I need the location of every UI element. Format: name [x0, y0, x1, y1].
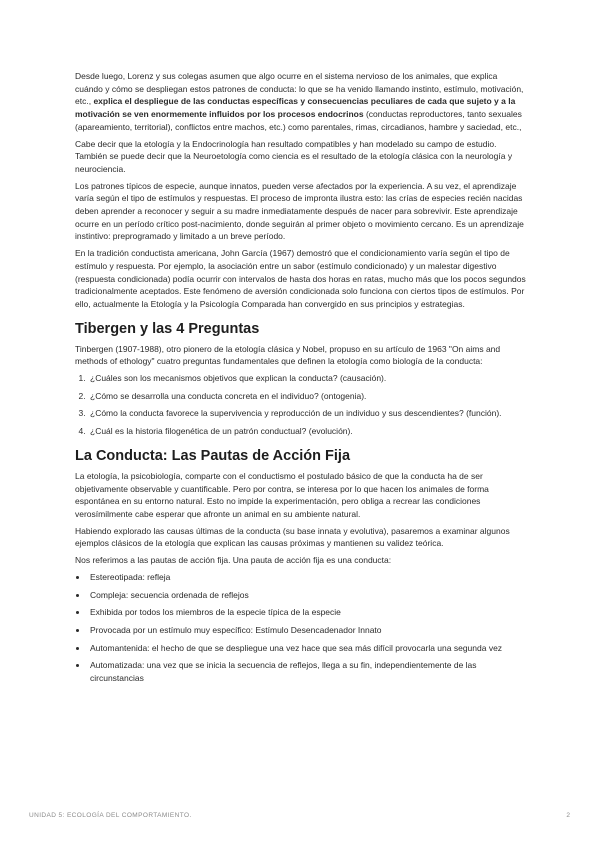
- list-item: • Estereotipada: refleja: [88, 571, 527, 584]
- section-heading: Tibergen y las 4 Preguntas: [75, 320, 260, 337]
- numbered-list: [75, 372, 527, 438]
- document-body: [75, 70, 527, 690]
- paragraph: La etología, la psicobiología, comparte con el conductismo el postulado básico de que la conducta ha de ser objetivamente observable y cuantificable. Pero por contra, se interesa por lo que hacen los animales de forma espontánea en su entorno natural. Esto no impide la experimentación, pero obliga a recrear las condiciones verosímilmente cabe esperar que afronte un animal en su ambiente natural.: [75, 470, 489, 519]
- paragraph: Tinbergen (1907-1988), otro pionero de la etología clásica y Nobel, propuso en su artículo de 1963 "On aims and methods of ethology" cuatro preguntas fundamentales que definen la etología como biología de la conducta:: [75, 343, 501, 367]
- paragraph: Nos referimos a las pautas de acción fija. Una pauta de acción fija es una conducta:: [75, 555, 392, 566]
- page-number: 2: [566, 812, 570, 819]
- list-item: • Provocada por un estímulo muy específico: Estímulo Desencadenador Innato: [88, 624, 527, 637]
- list-item: • Automantenida: el hecho de que se despliegue una vez hace que sea más difícil provocarla una segunda vez: [88, 642, 527, 655]
- paragraph: En la tradición conductista americana, John García (1967) demostró que el condicionamiento varía según el tipo de estímulo y respuesta. Por ejemplo, la asociación entre un sabor (estímulo condicionado) y un malestar digestivo (respuesta condicionada) podía ocurrir con intervalos de hasta dos horas en ratas, mucho más que los pocos segundos tradicionalmente aceptados. Este fenómeno de aversión condicionada solo funciona con ciertos tipos de estímulos. Por ello, actualmente la Etología y la Psicología Comparada han convergido en sus principios y estrategias.: [75, 248, 526, 309]
- bullet-list: [75, 571, 527, 685]
- paragraph: Los patrones típicos de especie, aunque innatos, pueden verse afectados por la experiencia. A su vez, el aprendizaje varía según el tipo de estímulos y respuestas. El proceso de impronta ilustra esto: las crías de especies recién nacidas deben aprender a reconocer y seguir a su madre inmediatamente después de nacer para sobrevivir. Este aprendizaje ocurre en un período crítico post-nacimiento, donde seguirán al primer objeto o movimiento cercano. Es un aprendizaje instintivo: preprogramado y limitado a un breve período.: [75, 180, 524, 242]
- list-item: • Exhibida por todos los miembros de la especie típica de la especie: [88, 606, 527, 619]
- paragraph: Desde luego, Lorenz y sus colegas asumen que algo ocurre en el sistema nervioso de los animales, que explica cuándo y cómo se despliegan estos patrones de conducta: lo que se ha venido llamando instinto, estímulo, motivación, etc., explica el despliegue de las conductas específicas y consecuencias peculiares de cada que sujeto y a la motivación se ven enormemente influidos por los procesos endocrinos (conductas reproductores, tanto sexuales (apareamiento, territorial), conflictos entre machos, etc.) como parentales, rimas, circadianos, hambre y saciedad, etc.,: [75, 71, 524, 132]
- section-heading: La Conducta: Las Pautas de Acción Fija: [75, 447, 351, 464]
- footer-unit-title: UNIDAD 5: ECOLOGÍA DEL COMPORTAMIENTO.: [29, 812, 192, 819]
- bold-text: explica el despliegue de las conductas específicas y consecuencias peculiares de cada que sujeto y a la motivación se ven enormemente influidos por los procesos endocrinos: [75, 96, 516, 120]
- paragraph: Cabe decir que la etología y la Endocrinología han resultado compatibles y han modelado su campo de estudio. También se puede decir que la Neuroetología como ciencia es el resultado de la etología clásica con la neurología y neurociencia.: [75, 138, 513, 174]
- paragraph: Habiendo explorado las causas últimas de la conducta (su base innata y evolutiva), pasaremos a examinar algunos ejemplos clásicos de la etología que explican las causas próximas y mantienen su validez teórica.: [75, 525, 510, 549]
- list-item: • Compleja: secuencia ordenada de reflejos: [88, 589, 527, 602]
- list-item: 2. ¿Cómo se desarrolla una conducta concreta en el individuo? (ontogenia).: [88, 390, 527, 403]
- list-item: 4. ¿Cuál es la historia filogenética de un patrón conductual? (evolución).: [88, 425, 527, 438]
- list-item: • Automatizada: una vez que se inicia la secuencia de reflejos, llega a su fin, independientemente de las circunstancias: [88, 659, 527, 684]
- list-item: 1. ¿Cuáles son los mecanismos objetivos que explican la conducta? (causación).: [88, 372, 527, 385]
- list-item: 3. ¿Cómo la conducta favorece la supervivencia y reproducción de un individuo y sus descendientes? (función).: [88, 407, 527, 420]
